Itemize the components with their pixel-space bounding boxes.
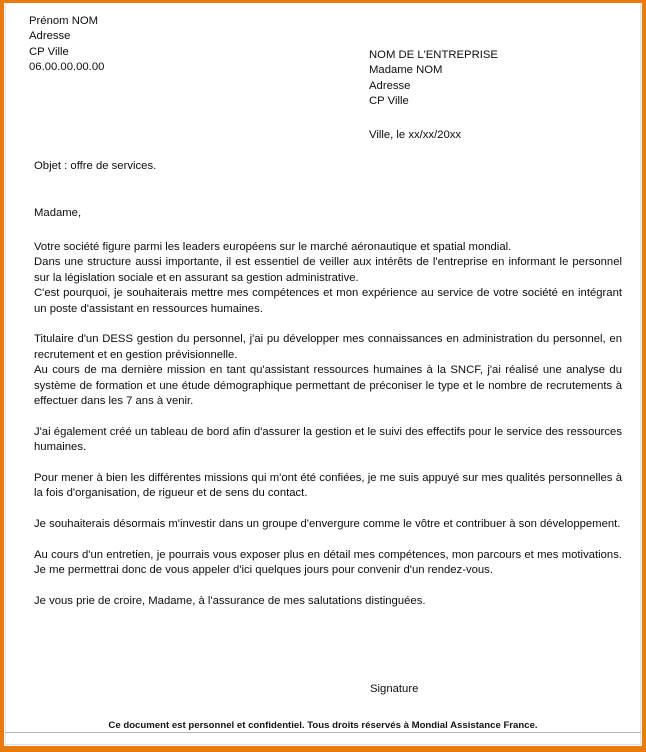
paragraph-line: J'ai également créé un tableau de bord afin d'assurer la gestion et le suivi des effectifs pour le service des ressources humaines. <box>34 425 622 454</box>
recipient-contact: Madame NOM <box>369 64 443 77</box>
sender-address: Adresse <box>29 30 71 43</box>
paragraph-tableau-de-bord <box>34 425 622 456</box>
paragraph-qualites <box>34 471 622 502</box>
recipient-address-block <box>369 48 498 109</box>
paragraph-line: Titulaire d'un DESS gestion du personnel, j'ai pu développer mes connaissances en administration du personnel, en recrutement et en gestion prévisionnelle. <box>34 333 622 361</box>
paragraph-line: C'est pourquoi, je souhaiterais mettre mes compétences et mon expérience au service de votre société en intégrant un poste d'assistant en ressources humaines. <box>34 287 622 315</box>
paragraph-line: Je vous prie de croire, Madame, à l'assurance de mes salutations distinguées. <box>34 594 426 607</box>
sender-name: Prénom NOM <box>29 15 99 27</box>
paragraph-formule-politesse <box>34 594 622 609</box>
paragraph-line: Votre société figure parmi les leaders européens sur le marché aéronautique et spatial mondial. <box>34 241 512 253</box>
footer-divider <box>5 732 641 733</box>
sender-city: CP Ville <box>29 45 69 58</box>
signature-label: Signature <box>370 683 419 695</box>
paragraph-formation-experience <box>34 332 622 409</box>
paragraph-entretien <box>34 548 622 579</box>
paragraph-line: Au cours d'un entretien, je pourrais vous exposer plus en détail mes compétences, mon parcours et mes motivations. Je me permettrai donc de vous appeler d'ici quelques jours pour convenir d'un rendez-vous. <box>34 548 622 576</box>
letter-sheet <box>4 3 642 746</box>
letter-header <box>4 3 642 141</box>
paragraph-line: Dans une structure aussi importante, il est essentiel de veiller aux intérêts de l'entreprise en informant le personnel sur la législation sociale et en assurant sa gestion administrative. <box>34 256 622 284</box>
paragraph-line: Pour mener à bien les différentes missions qui m'ont été confiées, je me suis appuyé sur mes qualités personnelles à la fois d'organisation, de rigueur et de sens du contact. <box>34 471 622 500</box>
paragraph-projet <box>34 517 622 532</box>
paragraph-list <box>34 240 622 609</box>
paragraph-line: Au cours de ma dernière mission en tant qu'assistant ressources humaines à la SNCF, j'ai réalisé une analyse du système de formation et une étude démographique permettant de préconiser le type et le nombre de recrutements à effectuer dans les 7 ans à venir. <box>34 364 622 407</box>
sender-phone: 06.00.00.00.00 <box>29 60 105 73</box>
dateline: Ville, le xx/xx/20xx <box>369 129 462 141</box>
recipient-address: Adresse <box>369 79 411 92</box>
paragraph-line: Je souhaiterais désormais m'investir dans un groupe d'envergure comme le vôtre et contribuer à son développement. <box>34 517 621 530</box>
salutation: Madame, <box>34 207 82 219</box>
subject-line: Objet : offre de services. <box>34 160 157 172</box>
recipient-city: CP Ville <box>369 94 409 107</box>
paragraph-intro <box>34 240 622 317</box>
recipient-company: NOM DE L'ENTREPRISE <box>369 49 498 61</box>
footer-confidentiality-notice: Ce document est personnel et confidentiel. Tous droits réservés à Mondial Assistance France. <box>108 720 538 731</box>
sender-address-block <box>29 14 104 75</box>
